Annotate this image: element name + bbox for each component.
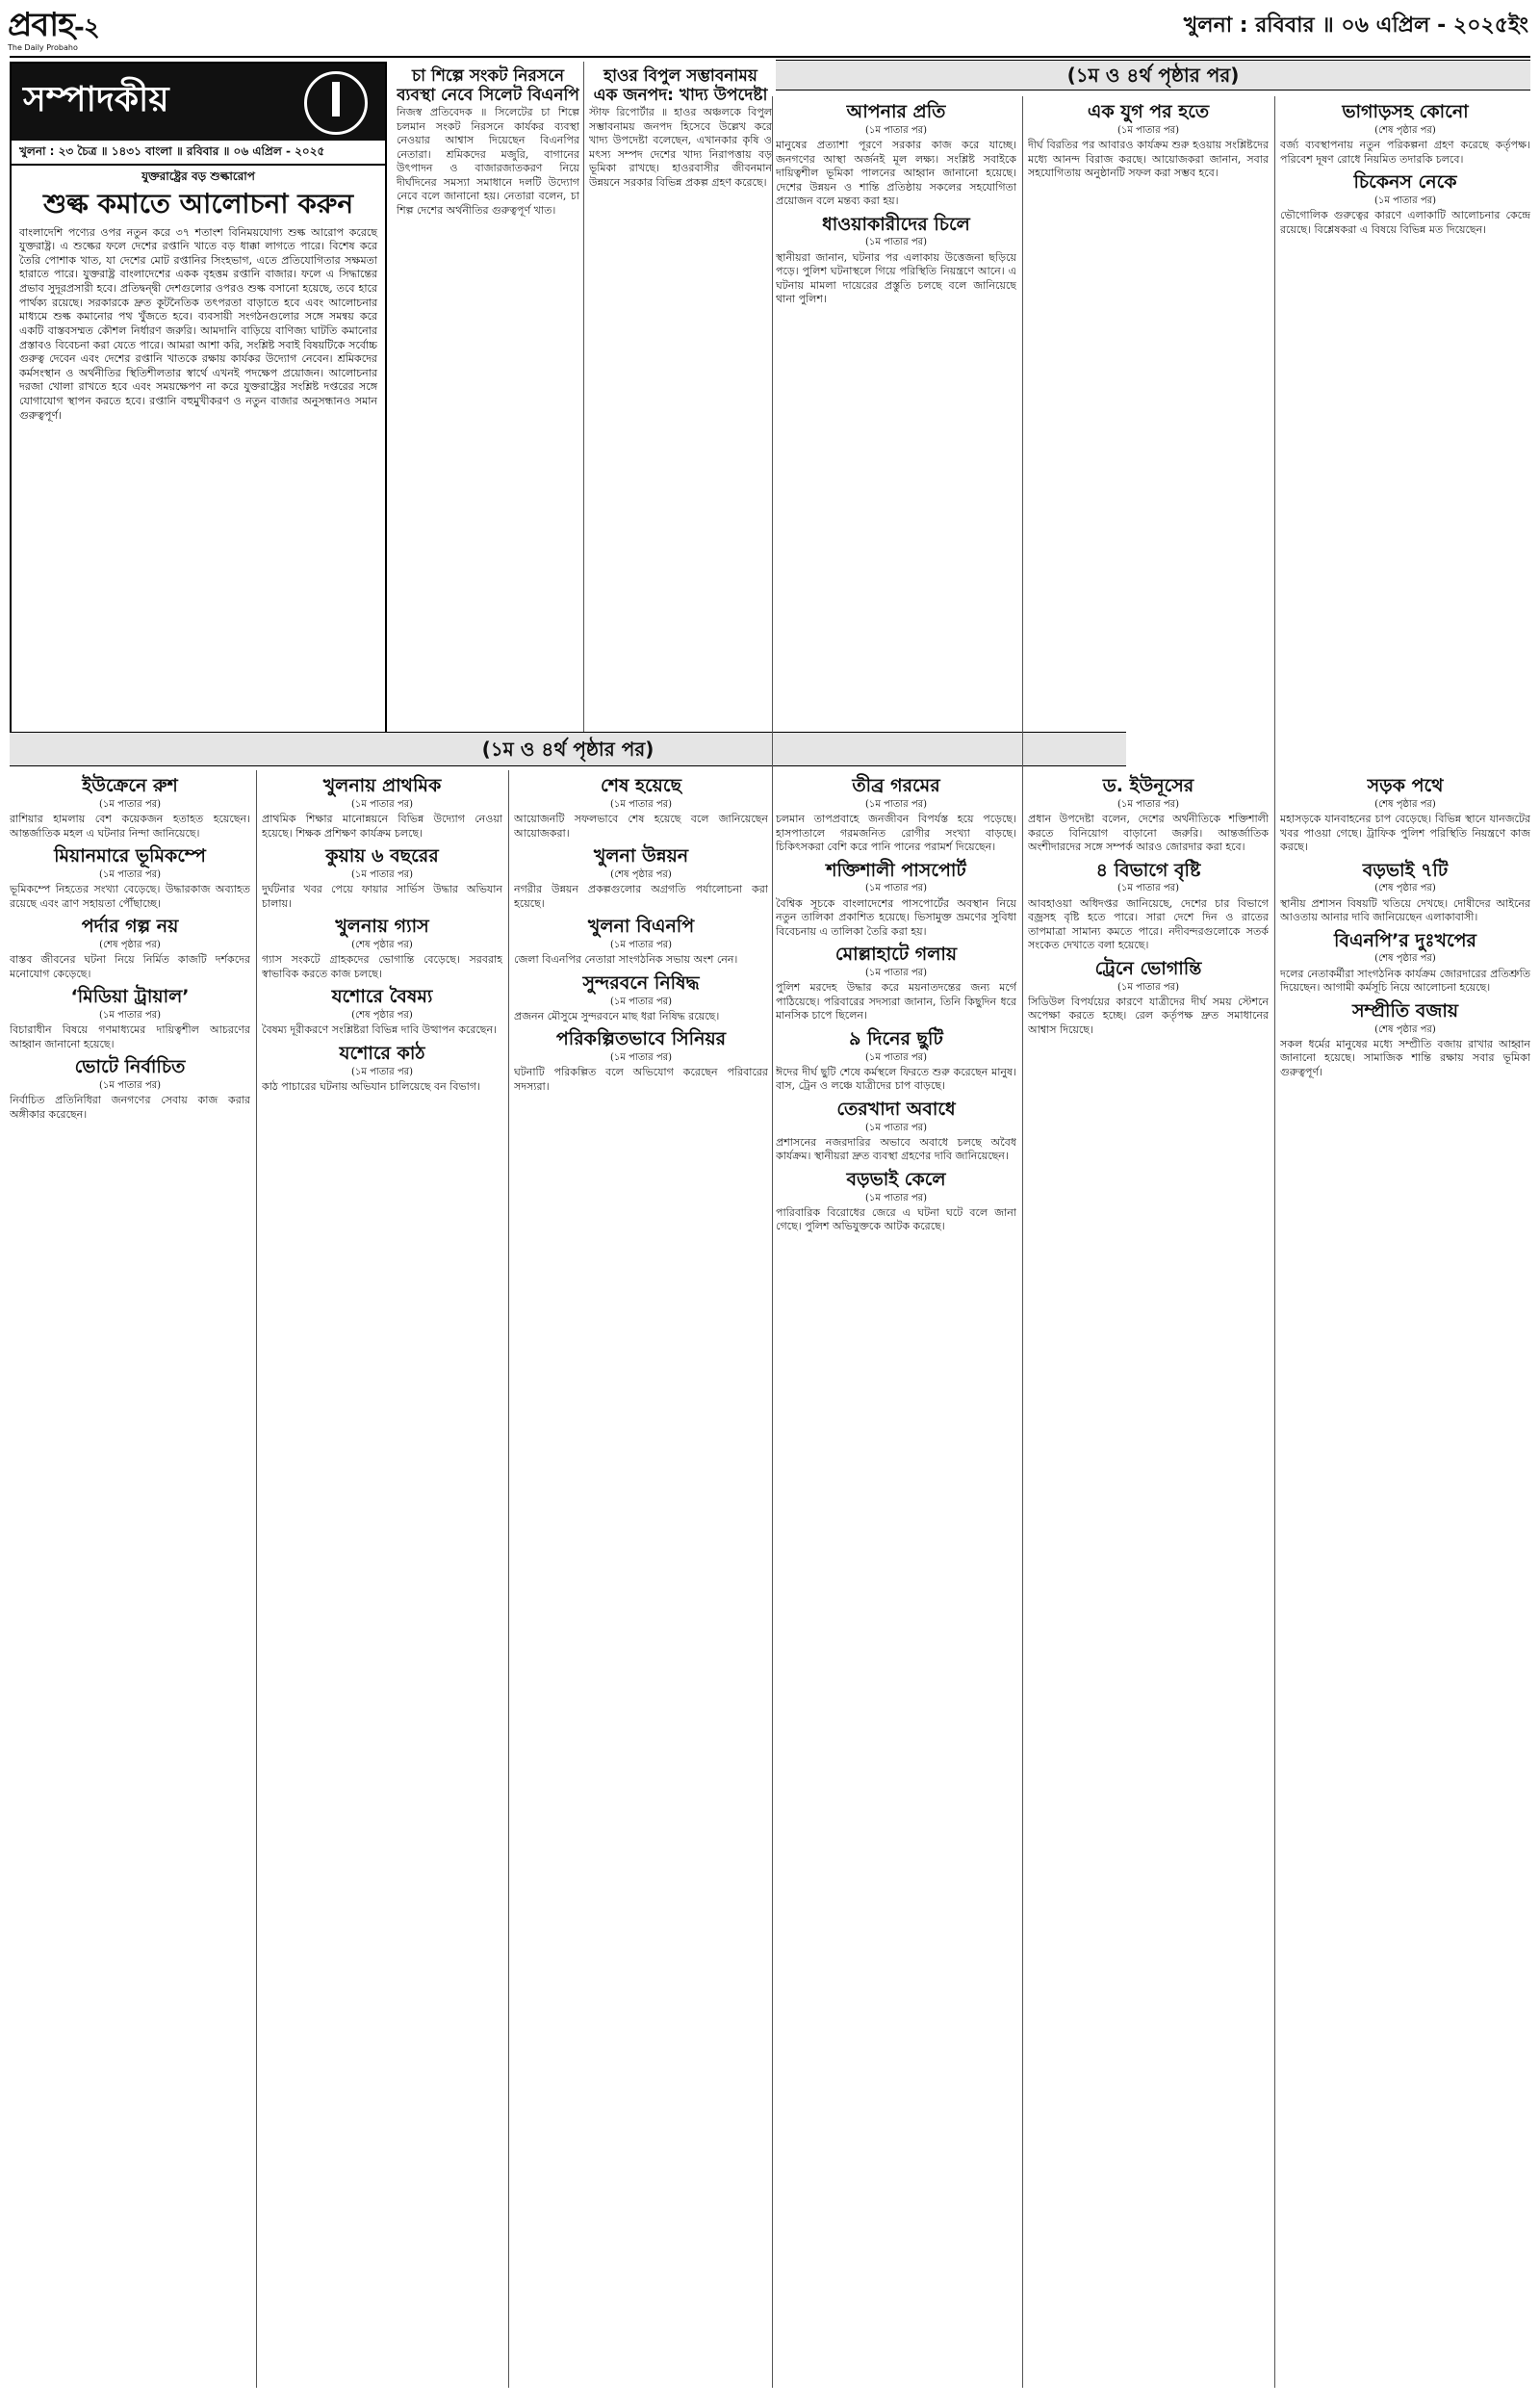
article-headline: ট্রেনে ভোগান্তি [1094,957,1202,979]
article-headline: ইউক্রেনে রুশ [82,775,178,796]
article-ref: (১ম পাতার পর) [609,939,673,950]
article-body: বৈশ্বিক সূচকে বাংলাদেশের পাসপোর্টের অবস্থান নিয়ে নতুন তালিকা প্রকাশিত হয়েছে। ভিসামুক্ত ভ্রমণের সুবিধা বিবেচনায় এ তালিকা তৈরি করা হয়। [776,896,1016,938]
pen-icon [304,71,368,135]
article-headline: ভোটে নির্বাচিত [74,1056,186,1078]
article-body: সকল ধর্মের মানুষের মধ্যে সম্প্রীতি বজায় রাখার আহ্বান জানানো হয়েছে। সামাজিক শান্তি রক্ষায় সবার ভূমিকা গুরুত্বপূর্ণ। [1280,1037,1530,1078]
article-body: সিডিউল বিপর্যয়ের কারণে যাত্রীদের দীর্ঘ সময় স্টেশনে অপেক্ষা করতে হচ্ছে। রেল কর্তৃপক্ষ দ্রুত সমাধানের আশ্বাস দিয়েছে। [1028,995,1269,1036]
article-column [262,770,502,2397]
article-headline: কুয়ায় ৬ বছরের [325,845,439,867]
article-body: আয়োজনটি সফলভাবে শেষ হয়েছে বলে জানিয়েছেন আয়োজকরা। [514,813,768,840]
article-ref: (শেষ পৃষ্ঠার পর) [351,1010,413,1022]
article-ref: (শেষ পৃষ্ঠার পর) [1374,124,1436,136]
editorial-title-bar [12,64,385,141]
article-body: প্রশাসনের নজরদারির অভাবে অবাধে চলছে অবৈধ কার্যক্রম। স্থানীয়রা দ্রুত ব্যবস্থা গ্রহণের দাবি জানিয়েছেন। [776,1135,1016,1163]
continued-banner-mid: (১ম ও ৪র্থ পৃষ্ঠার পর) [10,732,1126,766]
article-headline: যশোরে বৈষম্য [331,986,433,1008]
article-headline: ভাগাড়সহ কোনো [1342,101,1469,122]
article-headline: পরিকল্পিতভাবে সিনিয়র [555,1028,727,1050]
article-ref: (১ম পাতার পর) [1116,124,1180,136]
article-ref: (১ম পাতার পর) [1373,194,1437,206]
article-ref: (১ম পাতার পর) [609,1052,673,1064]
article-body: ভূমিকম্পে নিহতের সংখ্যা বেড়েছে। উদ্ধারকাজ অব্যাহত রয়েছে এবং ত্রাণ সহায়তা পৌঁছাচ্ছে। [10,883,250,910]
column-rule [1274,96,1275,2388]
article-ref: (শেষ পৃষ্ঠার পর) [1374,1023,1436,1035]
article-ref: (১ম পাতার পর) [864,968,928,978]
article-body: নগরীর উন্নয়ন প্রকল্পগুলোর অগ্রগতি পর্যালোচনা করা হয়েছে। [514,883,768,910]
article-headline: শক্তিশালী পাসপোর্ট [826,859,966,881]
article-ref: (১ম পাতার পর) [98,868,162,880]
article-body: পুলিশ মরদেহ উদ্ধার করে ময়নাতদন্তের জন্য মর্গে পাঠিয়েছে। পরিবারের সদস্যরা জানান, তিনি কিছুদিন ধরে মানসিক চাপে ছিলেন। [776,981,1016,1022]
article-body: চলমান তাপপ্রবাহে জনজীবন বিপর্যস্ত হয়ে পড়েছে। হাসপাতালে গরমজনিত রোগীর সংখ্যা বাড়ছে। চিকিৎসকরা বেশি করে পানি পানের পরামর্শ দিয়েছেন। [776,813,1016,854]
article-body: বিচারাধীন বিষয়ে গণমাধ্যমের দায়িত্বশীল আচরণের আহ্বান জানানো হয়েছে। [10,1023,250,1050]
column-rule [256,770,257,2388]
article-headline: খুলনায় গ্যাস [335,916,429,938]
article-body: মহাসড়কে যানবাহনের চাপ বেড়েছে। বিভিন্ন স্থানে যানজটের খবর পাওয়া গেছে। ট্রাফিক পুলিশ পরিস্থিতি নিয়ন্ত্রণে কাজ করছে। [1280,813,1530,854]
article-body: স্থানীয় প্রশাসন বিষয়টি খতিয়ে দেখছে। দোষীদের আইনের আওতায় আনার দাবি জানিয়েছেন এলাকাবাসী। [1280,896,1530,924]
article-body: প্রজনন মৌসুমে সুন্দরবনে মাছ ধরা নিষিদ্ধ রয়েছে। [514,1009,720,1022]
article-headline: আপনার প্রতি [846,101,946,122]
editorial-headline: শুল্ক কমাতে আলোচনা করুন [42,187,354,220]
column-rule [772,96,773,2388]
article-ref: (১ম পাতার পর) [98,798,162,810]
article-headline: ৯ দিনের ছুটি [849,1027,943,1049]
editorial-meta: খুলনা : ২৩ চৈত্র ॥ ১৪৩১ বাংলা ॥ রবিবার ॥ ০৬ এপ্রিল - ২০২৫ [12,141,385,166]
article-body: দলের নেতাকর্মীরা সাংগঠনিক কার্যক্রম জোরদারের প্রতিশ্রুতি দিয়েছেন। আগামী কর্মসূচি নিয়ে আলোচনা হয়েছে। [1280,967,1530,995]
article-column [514,770,768,2397]
article-body: দুর্ঘটনার খবর পেয়ে ফায়ার সার্ভিস উদ্ধার অভিযান চালায়। [262,883,502,910]
article-headline: খুলনায় প্রাথমিক [322,775,442,796]
article-column [1028,770,1269,2397]
article-headline: মিয়ানমারে ভূমিকম্পে [54,845,206,867]
article-body: রাশিয়ার হামলায় বেশ কয়েকজন হতাহত হয়েছেন। আন্তর্জাতিক মহল এ ঘটনার নিন্দা জানিয়েছে। [10,813,250,840]
article-body: প্রধান উপদেষ্টা বলেন, দেশের অর্থনীতিকে শক্তিশালী করতে বিনিয়োগ বাড়ানো জরুরি। আন্তর্জাতিক অংশীদারদের সঙ্গে সম্পর্ক আরও জোরদার করা হবে। [1028,813,1269,854]
article-headline: তীব্র গরমের [852,775,940,796]
column-rule [1022,96,1023,2388]
editorial-body: বাংলাদেশি পণ্যের ওপর নতুন করে ৩৭ শতাংশ বিনিময়যোগ্য শুল্ক আরোপ করেছে যুক্তরাষ্ট্র। এ শুল্কের ফলে দেশের রপ্তানি খাতে বড় ধাক্কা লাগতে পারে। বিশেষ করে তৈরি পোশাক খাত, যা দেশের মোট রপ্তানির সিংহভাগ, এতে প্রতিযোগিতার সক্ষমতা হারাতে পারে। যুক্তরাষ্ট্র বাংলাদেশের একক বৃহত্তম রপ্তানি বাজার। ফলে এ সিদ্ধান্তের প্রভাব সুদূরপ্রসারী হবে। প্রতিদ্বন্দ্বী দেশগুলোর ওপরও শুল্ক বসানো হয়েছে, তবে হারে পার্থক্য রয়েছে। সরকারকে দ্রুত কূটনৈতিক তৎপরতা বাড়াতে হবে এবং আলোচনার মাধ্যমে শুল্ক কমানোর পথ খুঁজতে হবে। ব্যবসায়ী সংগঠনগুলোর সঙ্গে সমন্বয় করে একটি বাস্তবসম্মত কৌশল নির্ধারণ জরুরি। আমদানি বাড়িয়ে বাণিজ্য ঘাটতি কমানোর প্রস্তাবও বিবেচনা করা যেতে পারে। আমরা আশা করি, সংশ্লিষ্ট সবাই বিষয়টিকে সর্বোচ্চ গুরুত্ব দেবেন এবং দেশের রপ্তানি খাতকে রক্ষায় কার্যকর উদ্যোগ নেবেন। শ্রমিকদের কর্মসংস্থান ও অর্থনীতির স্থিতিশীলতার স্বার্থে এখনই পদক্ষেপ প্রয়োজন। আলোচনার দরজা খোলা রাখতে হবে এবং সময়ক্ষেপণ না করে যুক্তরাষ্ট্রের সংশ্লিষ্ট দপ্তরের সঙ্গে যোগাযোগ স্থাপন করতে হবে। রপ্তানি বহুমুখীকরণ ও নতুন বাজার অনুসন্ধানও সমান গুরুত্বপূর্ণ। [19,225,377,422]
top-story-1 [397,62,579,764]
dateline: খুলনা : রবিবার ॥ ০৬ এপ্রিল - ২০২৫ইং [1183,13,1528,38]
top-story-body: নিজস্ব প্রতিবেদক ॥ সিলেটের চা শিল্পে চলমান সংকট নিরসনে কার্যকর ব্যবস্থা নেওয়ার আশ্বাস দিয়েছেন বিএনপির নেতারা। শ্রমিকদের মজুরি, বাগানের উৎপাদন ও বাজারজাতকরণ নিয়ে দীর্ঘদিনের সমস্যা সমাধানে দলটি উদ্যোগ নেবে বলে জানানো হয়। নেতারা বলেন, চা শিল্প দেশের অর্থনীতির গুরুত্বপূর্ণ খাত। [397,106,579,217]
editorial-title: সম্পাদকীয় [23,80,169,119]
article-ref: (১ম পাতার পর) [609,798,673,810]
article-ref: (১ম পাতার পর) [864,883,928,894]
article-ref: (শেষ পৃষ্ঠার পর) [1374,953,1436,965]
article-ref: (১ম পাতার পর) [1116,981,1180,993]
continued-banner-top: (১ম ও ৪র্থ পৃষ্ঠার পর) [776,60,1530,91]
article-ref: (১ম পাতার পর) [864,1051,928,1063]
logo-text: প্রবাহ [8,6,75,44]
article-body: আবহাওয়া অধিদপ্তর জানিয়েছে, দেশের চার বিভাগে বজ্রসহ বৃষ্টি হতে পারে। সারা দেশে দিন ও রাতের তাপমাত্রা সামান্য কমতে পারে। নদীবন্দরগুলোকে সতর্ক সংকেত দেখাতে বলা হয়েছে। [1028,896,1269,952]
column-rule [583,62,584,764]
article-ref: (শেষ পৃষ্ঠার পর) [99,939,161,950]
article-headline: বিএনপি’র দুঃখপের [1334,929,1476,951]
article-body: কাঠ পাচারের ঘটনায় অভিযান চালিয়েছে বন বিভাগ। [262,1079,480,1093]
article-ref: (১ম পাতার পর) [1116,798,1180,810]
article-body: জেলা বিএনপির নেতারা সাংগঠনিক সভায় অংশ নেন। [514,953,738,967]
article-headline: খুলনা বিএনপি [587,916,695,938]
article-headline: ‘মিডিয়া ট্রায়াল’ [70,986,190,1008]
article-body: বাস্তব জীবনের ঘটনা নিয়ে নির্মিত কাজটি দর্শকদের মনোযোগ কেড়েছে। [10,953,250,980]
article-headline: খুলনা উন্নয়ন [593,845,689,867]
article-ref: (শেষ পৃষ্ঠার পর) [351,939,413,950]
article-body: ভৌগোলিক গুরুত্বের কারণে এলাকাটি আলোচনার কেন্দ্রে রয়েছে। বিশ্লেষকরা এ বিষয়ে বিভিন্ন মত দিয়েছেন। [1280,209,1530,236]
article-body: প্রাথমিক শিক্ষার মানোন্নয়নে বিভিন্ন উদ্যোগ নেওয়া হয়েছে। শিক্ষক প্রশিক্ষণ কার্যক্রম চলছে। [262,813,502,840]
article-headline: সম্প্রীতি বজায় [1351,999,1459,1022]
column-rule [508,770,509,2388]
article-headline: সড়ক পথে [1367,775,1444,796]
article-body: নির্বাচিত প্রতিনিধিরা জনগণের সেবায় কাজ করার অঙ্গীকার করেছেন। [10,1094,250,1121]
article-body: গ্যাস সংকটে গ্রাহকদের ভোগান্তি বেড়েছে। সরবরাহ স্বাভাবিক করতে কাজ চলছে। [262,953,502,980]
editorial-box [10,62,387,766]
article-headline: মোল্লাহাটে গলায় [834,944,958,966]
article-ref: (১ম পাতার পর) [864,237,928,248]
page-number: -২ [74,13,99,42]
article-body: পারিবারিক বিরোধের জেরে এ ঘটনা ঘটে বলে জানা গেছে। পুলিশ অভিযুক্তকে আটক করেছে। [776,1205,1016,1233]
article-headline: এক যুগ পর হতে [1087,101,1210,122]
article-ref: (১ম পাতার পর) [609,996,673,1007]
article-body: ঈদের দীর্ঘ ছুটি শেষে কর্মস্থলে ফিরতে শুরু করেছেন মানুষ। বাস, ট্রেন ও লঞ্চে যাত্রীদের চাপ বাড়ছে। [776,1065,1016,1093]
article-ref: (১ম পাতার পর) [350,798,414,810]
article-headline: ধাওয়াকারীদের চিলে [822,213,970,235]
article-headline: যশোরে কাঠ [339,1042,425,1064]
logo-tagline: The Daily Probaho [8,42,78,52]
article-headline: তেরখাদা অবাধে [836,1098,956,1120]
article-ref: (১ম পাতার পর) [350,868,414,880]
article-headline: চিকেনস নেকে [1353,171,1457,194]
article-ref: (শেষ পৃষ্ঠার পর) [610,868,672,880]
article-ref: (১ম পাতার পর) [98,1080,162,1092]
article-body: বৈষম্য দূরীকরণে সংশ্লিষ্টরা বিভিন্ন দাবি উত্থাপন করেছেন। [262,1023,497,1037]
article-ref: (১ম পাতার পর) [864,798,928,810]
masthead-logo [8,4,152,58]
article-headline: শেষ হয়েছে [601,775,681,796]
article-column [1280,96,1530,722]
top-story-headline: হাওর বিপুল সম্ভাবনাময় এক জনপদ: খাদ্য উপদেষ্টা [593,66,768,105]
article-ref: (১ম পাতার পর) [1116,883,1180,894]
article-headline: বড়ভাই ৭টি [1362,859,1449,881]
article-headline: বড়ভাই কেলে [846,1168,946,1190]
article-body: দীর্ঘ বিরতির পর আবারও কার্যক্রম শুরু হওয়ায় সংশ্লিষ্টদের মধ্যে আনন্দ বিরাজ করছে। আয়োজকরা জানান, সবার সহযোগিতায় অনুষ্ঠানটি সফল করা সম্ভব হবে। [1028,139,1269,180]
article-column [10,770,250,2397]
article-ref: (১ম পাতার পর) [350,1066,414,1077]
article-body: স্থানীয়রা জানান, ঘটনার পর এলাকায় উত্তেজনা ছড়িয়ে পড়ে। পুলিশ ঘটনাস্থলে গিয়ে পরিস্থিতি নিয়ন্ত্রণে আনে। এ ঘটনায় মামলা দায়েরের প্রস্তুতি চলছে বলে জানিয়েছে থানা পুলিশ। [776,250,1016,306]
article-headline: সুন্দরবনে নিষিদ্ধ [582,971,700,994]
article-ref: (১ম পাতার পর) [98,1010,162,1022]
article-column [776,96,1016,722]
article-ref: (শেষ পৃষ্ঠার পর) [1374,798,1436,810]
masthead-rule [10,56,1530,58]
article-headline: পর্দার গল্প নয় [81,916,179,938]
article-ref: (১ম পাতার পর) [864,1122,928,1133]
article-body: মানুষের প্রত্যাশা পূরণে সরকার কাজ করে যাচ্ছে। জনগণের আস্থা অর্জনই মূল লক্ষ্য। সংশ্লিষ্ট সবাইকে দায়িত্বশীল ভূমিকা পালনের আহ্বান জানানো হয়েছে। দেশের উন্নয়ন ও শান্তি প্রতিষ্ঠায় সকলের সহযোগিতা প্রয়োজন বলে মন্তব্য করা হয়। [776,139,1016,208]
article-column [776,770,1016,2397]
article-ref: (১ম পাতার পর) [864,124,928,136]
editorial-kicker: যুক্তরাষ্ট্রের বড় শুল্কারোপ [141,168,255,183]
article-ref: (শেষ পৃষ্ঠার পর) [1374,883,1436,894]
top-story-2 [589,62,772,764]
article-body: বর্জ্য ব্যবস্থাপনায় নতুন পরিকল্পনা গ্রহণ করেছে কর্তৃপক্ষ। পরিবেশ দূষণ রোধে নিয়মিত তদারকি চলবে। [1280,139,1530,166]
article-body: ঘটনাটি পরিকল্পিত বলে অভিযোগ করেছেন পরিবারের সদস্যরা। [514,1066,768,1093]
article-column [1028,96,1269,722]
top-story-body: স্টাফ রিপোর্টার ॥ হাওর অঞ্চলকে বিপুল সম্ভাবনাময় জনপদ হিসেবে উল্লেখ করে খাদ্য উপদেষ্টা বলেছেন, এখানকার কৃষি ও মৎস্য সম্পদ দেশের খাদ্য নিরাপত্তায় বড় ভূমিকা রাখছে। হাওরবাসীর জীবনমান উন্নয়নে সরকার বিভিন্ন প্রকল্প গ্রহণ করেছে। [589,106,772,189]
article-headline: ৪ বিভাগে বৃষ্টি [1095,859,1201,881]
article-ref: (১ম পাতার পর) [864,1192,928,1204]
article-column [1280,770,1530,2397]
top-story-headline: চা শিল্পে সংকট নিরসনে ব্যবস্থা নেবে সিলেট বিএনপি [397,66,579,105]
article-headline: ড. ইউনূসের [1102,775,1194,796]
